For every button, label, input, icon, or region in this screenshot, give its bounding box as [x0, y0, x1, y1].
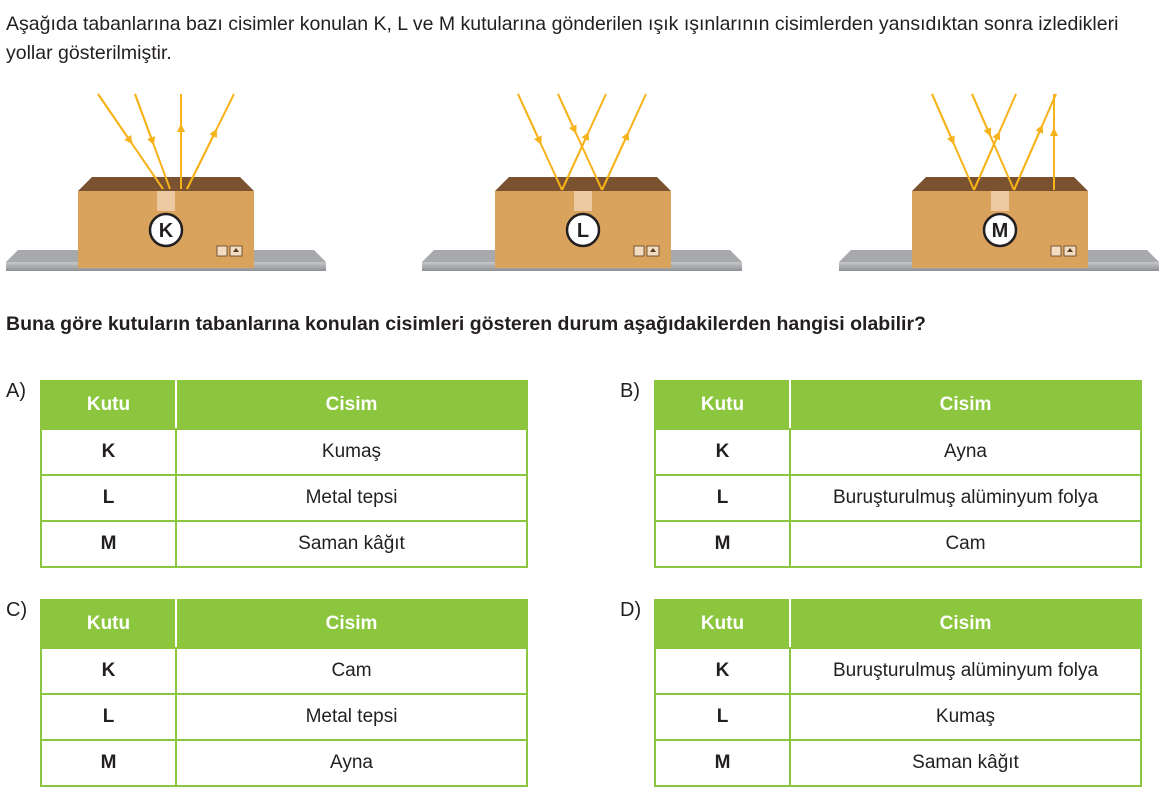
answer-table: [40, 599, 528, 787]
option-letter: C): [6, 599, 28, 621]
cisim-cell: Kumaş: [176, 429, 527, 475]
cisim-cell: Buruşturulmuş alüminyum folya: [790, 648, 1141, 694]
answer-table: [40, 380, 528, 568]
header-kutu: Kutu: [655, 600, 790, 648]
kutu-cell: L: [41, 475, 176, 521]
header-kutu: Kutu: [655, 381, 790, 429]
light-rays: [518, 94, 646, 190]
option-letter: D): [620, 599, 642, 621]
table-row: [41, 740, 527, 786]
cisim-cell: Kumaş: [790, 694, 1141, 740]
cisim-cell: Cam: [790, 521, 1141, 567]
kutu-cell: M: [655, 521, 790, 567]
cisim-cell: Cam: [176, 648, 527, 694]
question-text: Buna göre kutuların tabanlarına konulan cisimleri gösteren durum aşağıdakilerden hangisi olabilir?: [6, 313, 926, 335]
cisim-cell: Saman kâğıt: [790, 740, 1141, 786]
option-b[interactable]: [620, 380, 1160, 576]
cisim-cell: Ayna: [176, 740, 527, 786]
boxes-figure: [0, 88, 1166, 288]
fragile-icon: [217, 246, 227, 256]
light-rays: [932, 94, 1056, 190]
fragile-icon: [1051, 246, 1061, 256]
table-row: [41, 475, 527, 521]
table-row: [41, 648, 527, 694]
table-row: [655, 694, 1141, 740]
answer-table: [654, 599, 1142, 787]
table-row: [655, 429, 1141, 475]
option-letter: A): [6, 380, 26, 402]
header-kutu: Kutu: [41, 600, 176, 648]
kutu-cell: K: [655, 648, 790, 694]
box-label: M: [991, 220, 1009, 242]
option-d[interactable]: [620, 599, 1160, 795]
kutu-cell: L: [655, 694, 790, 740]
header-cisim: Cisim: [790, 600, 1141, 648]
kutu-cell: L: [655, 475, 790, 521]
table-row: [41, 429, 527, 475]
box-label: K: [158, 220, 174, 242]
option-letter: B): [620, 380, 640, 402]
kutu-cell: K: [655, 429, 790, 475]
kutu-cell: L: [41, 694, 176, 740]
box-label: L: [576, 220, 590, 242]
box-tape: [157, 191, 175, 211]
box-l: [422, 94, 742, 271]
box-tape: [991, 191, 1009, 211]
table-row: [655, 648, 1141, 694]
intro-text: Aşağıda tabanlarına bazı cisimler konulan K, L ve M kutularına gönderilen ışık ışınlarının cisimlerden yansıdıktan sonra izledikleri yollar gösterilmiştir.: [6, 13, 1119, 64]
header-kutu: Kutu: [41, 381, 176, 429]
fragile-icon: [634, 246, 644, 256]
cisim-cell: Buruşturulmuş alüminyum folya: [790, 475, 1141, 521]
kutu-cell: M: [41, 521, 176, 567]
kutu-cell: M: [655, 740, 790, 786]
table-row: [655, 475, 1141, 521]
box-top: [495, 177, 671, 191]
cisim-cell: Ayna: [790, 429, 1141, 475]
cisim-cell: Metal tepsi: [176, 694, 527, 740]
cisim-cell: Metal tepsi: [176, 475, 527, 521]
table-row: [655, 521, 1141, 567]
kutu-cell: M: [41, 740, 176, 786]
light-rays: [98, 94, 234, 189]
table-row: [655, 740, 1141, 786]
answer-table: [654, 380, 1142, 568]
table-row: [41, 694, 527, 740]
header-cisim: Cisim: [176, 381, 527, 429]
box-top: [912, 177, 1088, 191]
box-k: [6, 94, 326, 271]
kutu-cell: K: [41, 648, 176, 694]
header-cisim: Cisim: [790, 381, 1141, 429]
cisim-cell: Saman kâğıt: [176, 521, 527, 567]
kutu-cell: K: [41, 429, 176, 475]
box-tape: [574, 191, 592, 211]
option-c[interactable]: [6, 599, 546, 795]
table-row: [41, 521, 527, 567]
header-cisim: Cisim: [176, 600, 527, 648]
box-m: [839, 94, 1159, 271]
option-a[interactable]: [6, 380, 546, 576]
